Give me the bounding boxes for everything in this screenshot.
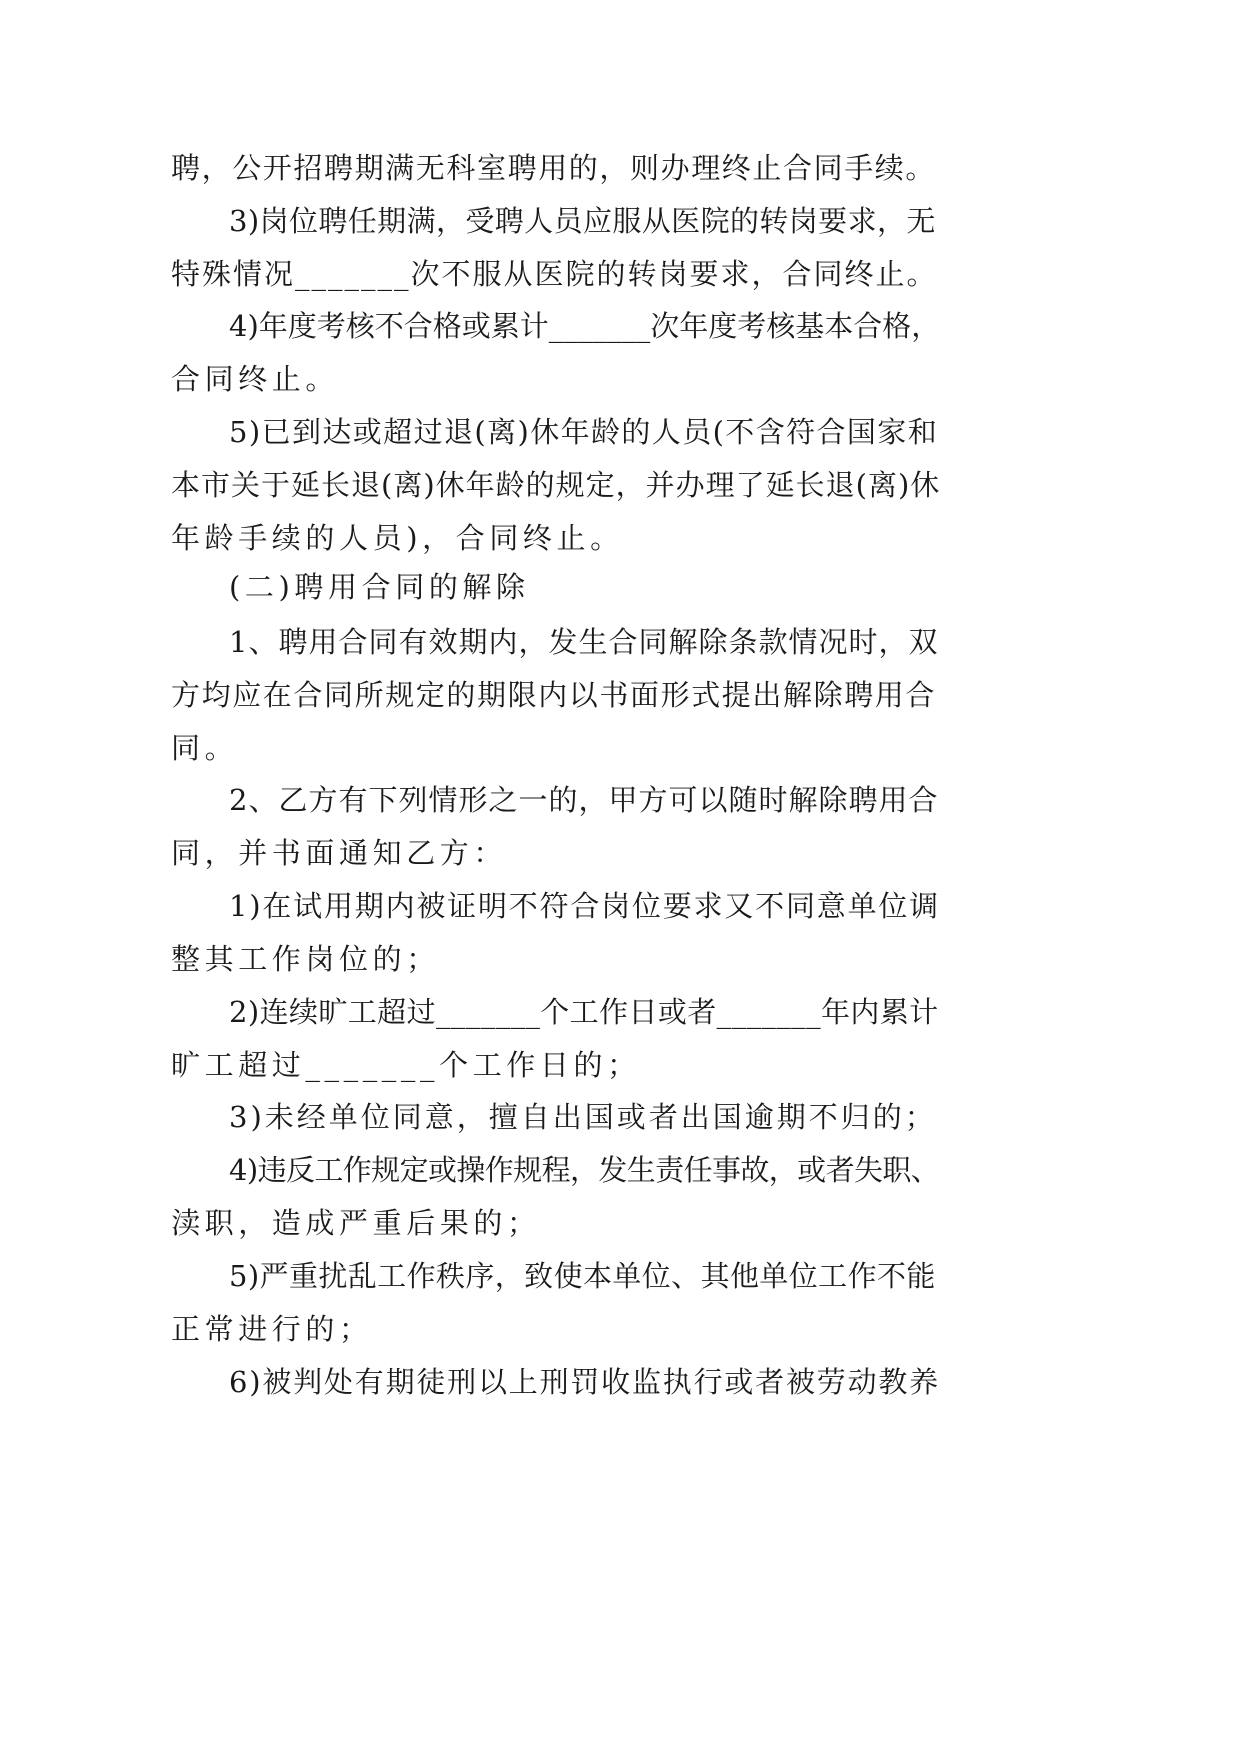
text-line: 2、乙方有下列情形之一的，甲方可以随时解除聘用合 [229,783,939,817]
text-line: 同。 [171,731,239,765]
text-line: 特殊情况_______次不服从医院的转岗要求，合同终止。 [171,257,938,291]
text-line: 方均应在合同所规定的期限内以书面形式提出解除聘用合 [171,678,937,712]
text-line: 6)被判处有期徒刑以上刑罚收监执行或者被劳动教养 [229,1365,940,1399]
text-line: 4)违反工作规定或操作规程，发生责任事故，或者失职、 [229,1153,940,1187]
text-line: 同，并书面通知乙方： [171,836,508,870]
section-heading: (二)聘用合同的解除 [229,570,530,604]
text-line: 2)连续旷工超过_______个工作日或者_______年内累计 [229,995,939,1029]
text-line: 4)年度考核不合格或累计_______次年度考核基本合格， [229,309,941,343]
text-line: 3)岗位聘任期满，受聘人员应服从医院的转岗要求，无 [229,204,936,238]
text-line: 3)未经单位同意，擅自出国或者出国逾期不归的； [229,1100,937,1134]
text-line: 旷工超过_______个工作日的； [171,1048,641,1082]
text-line: 合同终止。 [171,362,340,396]
text-line: 本市关于延长退(离)休年龄的规定，并办理了延长退(离)休 [171,468,941,502]
text-line: 渎职，造成严重后果的； [171,1206,541,1240]
text-line: 年龄手续的人员)，合同终止。 [171,521,624,555]
text-line: 5)严重扰乱工作秩序，致使本单位、其他单位工作不能 [229,1259,936,1293]
text-line: 整其工作岗位的； [171,942,440,976]
text-line: 正常进行的； [171,1312,373,1346]
text-line: 1)在试用期内被证明不符合岗位要求又不同意单位调 [229,889,940,923]
text-line: 5)已到达或超过退(离)休年龄的人员(不含符合国家和 [229,415,939,449]
text-line: 聘，公开招聘期满无科室聘用的，则办理终止合同手续。 [171,151,937,185]
text-line: 1、聘用合同有效期内，发生合同解除条款情况时，双 [229,625,939,659]
